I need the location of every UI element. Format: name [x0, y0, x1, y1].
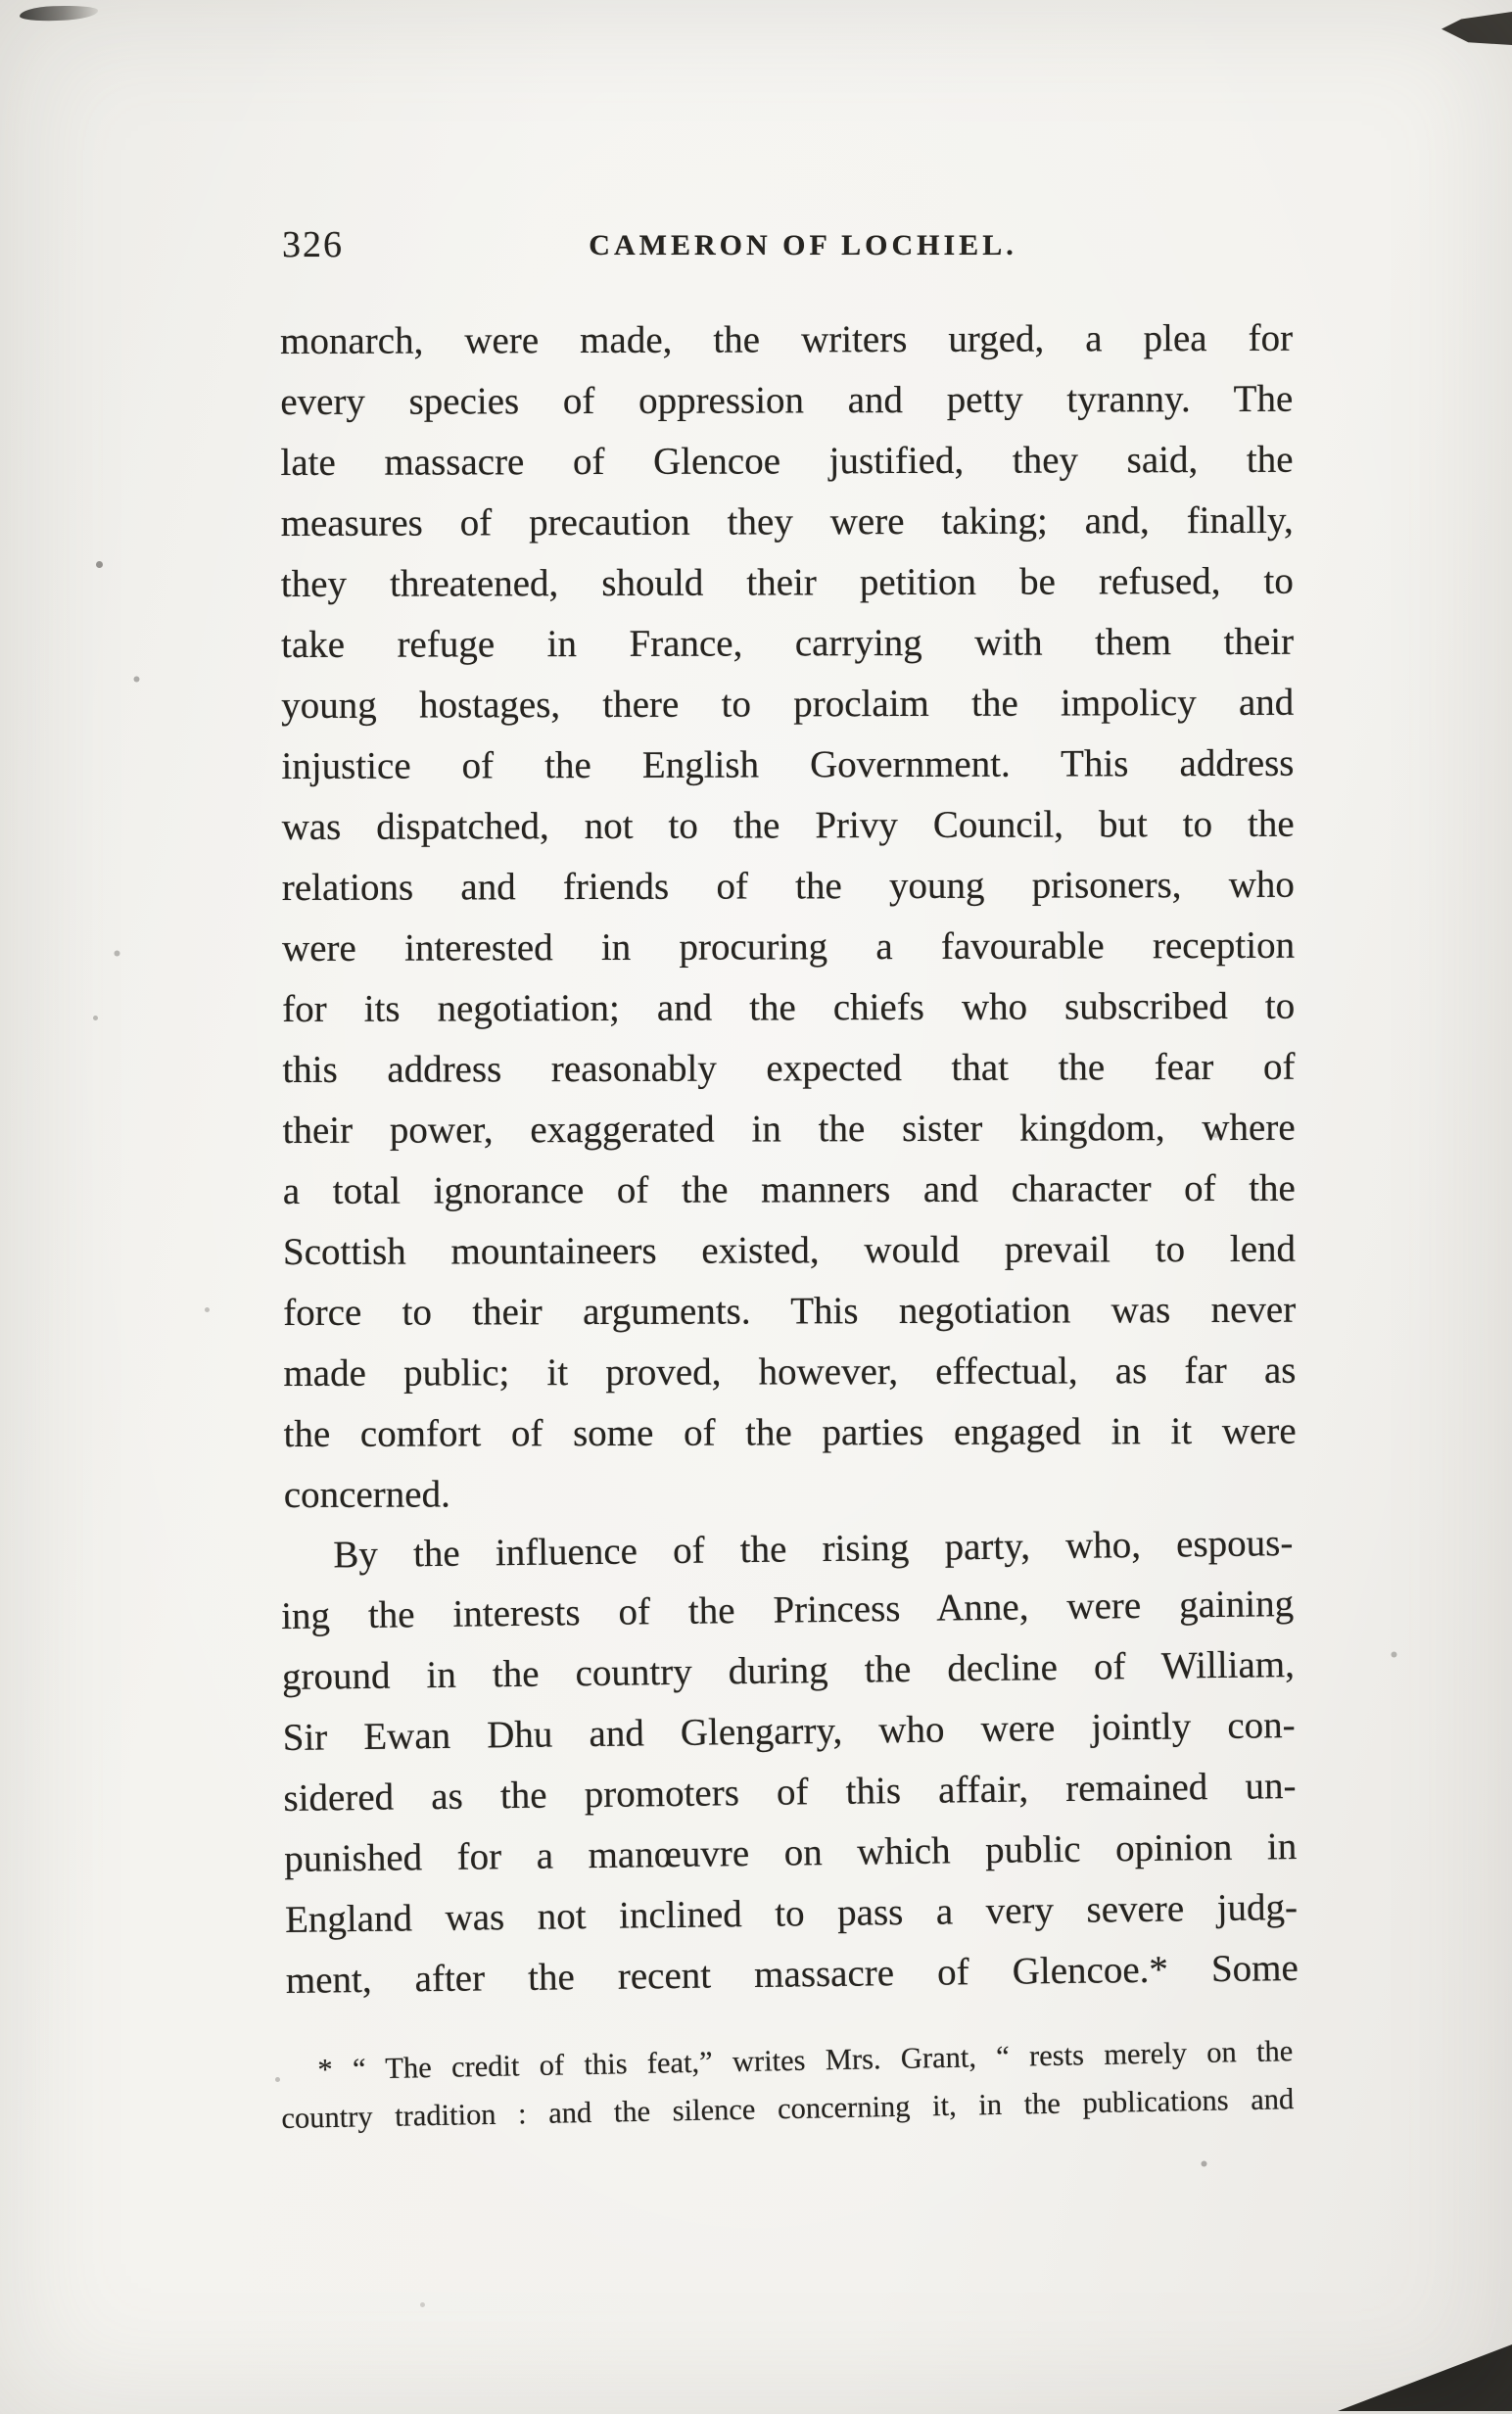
text-line: this address reasonably expected that the fear of	[282, 1045, 1296, 1091]
scan-smudge-top-left	[20, 5, 98, 23]
text-line: injustice of the English Government. This address	[281, 741, 1295, 787]
text-line: country tradition : and the silence concerning it, in the publications and	[281, 2082, 1295, 2135]
text-line: young hostages, there to proclaim the impolicy and	[281, 681, 1295, 727]
page-header	[280, 223, 1293, 284]
text-line: ing the interests of the Princess Anne, were gaining	[280, 1583, 1295, 1637]
text-line: * “ The credit of this feat,” writes Mrs. Grant, “ rests merely on the	[317, 2034, 1294, 2087]
text-line: concerned.	[283, 1473, 450, 1516]
dust-specks	[0, 0, 3, 3]
text-block	[280, 223, 1299, 2143]
paragraph	[280, 1513, 1299, 2012]
text-line: their power, exaggerated in the sister kingdom, where	[282, 1106, 1296, 1152]
text-line: force to their arguments. This negotiation was never	[283, 1288, 1297, 1334]
text-line: Sir Ewan Dhu and Glengarry, who were jointly con-	[282, 1703, 1296, 1759]
text-line: punished for a manœuvre on which public opinion in	[284, 1824, 1298, 1880]
text-line: take refuge in France, carrying with them their	[281, 620, 1295, 666]
text-line: made public; it proved, however, effectual, as far as	[283, 1349, 1297, 1395]
text-line: England was not inclined to pass a very severe judg-	[284, 1885, 1299, 1941]
footnote	[280, 2027, 1295, 2143]
paragraph	[280, 308, 1297, 1526]
text-line: By the influence of the rising party, who, espous-	[333, 1522, 1294, 1577]
text-line: every species of oppression and petty tyranny. The	[280, 377, 1294, 423]
text-line: Scottish mountaineers existed, would prevail to lend	[282, 1227, 1297, 1273]
text-line: for its negotiation; and the chiefs who subscribed to	[282, 984, 1296, 1030]
text-line: they threatened, should their petition be refused, to	[280, 559, 1294, 605]
running-title: CAMERON OF LOCHIEL.	[589, 229, 1017, 261]
page-curl-bottom-right	[1338, 2344, 1512, 2411]
text-line: sidered as the promoters of this affair, remained un-	[283, 1764, 1297, 1820]
text-line: the comfort of some of the parties engaged in it were	[283, 1409, 1297, 1455]
text-line: late massacre of Glencoe justified, they said, the	[280, 438, 1294, 484]
text-line: ment, after the recent massacre of Glencoe.* Some	[285, 1946, 1299, 2002]
text-line: ground in the country during the decline of William,	[281, 1642, 1296, 1698]
text-line: relations and friends of the young prisoners, who	[281, 863, 1295, 909]
torn-corner-top-right	[1441, 12, 1512, 45]
text-line: was dispatched, not to the Privy Council, but to the	[281, 802, 1295, 848]
text-line: were interested in procuring a favourable reception	[281, 923, 1296, 970]
text-line: measures of precaution they were taking; and, finally,	[280, 498, 1294, 544]
text-line: a total ignorance of the manners and character of the	[282, 1166, 1296, 1212]
page-number: 326	[282, 224, 344, 265]
text-line: monarch, were made, the writers urged, a plea for	[280, 316, 1294, 362]
